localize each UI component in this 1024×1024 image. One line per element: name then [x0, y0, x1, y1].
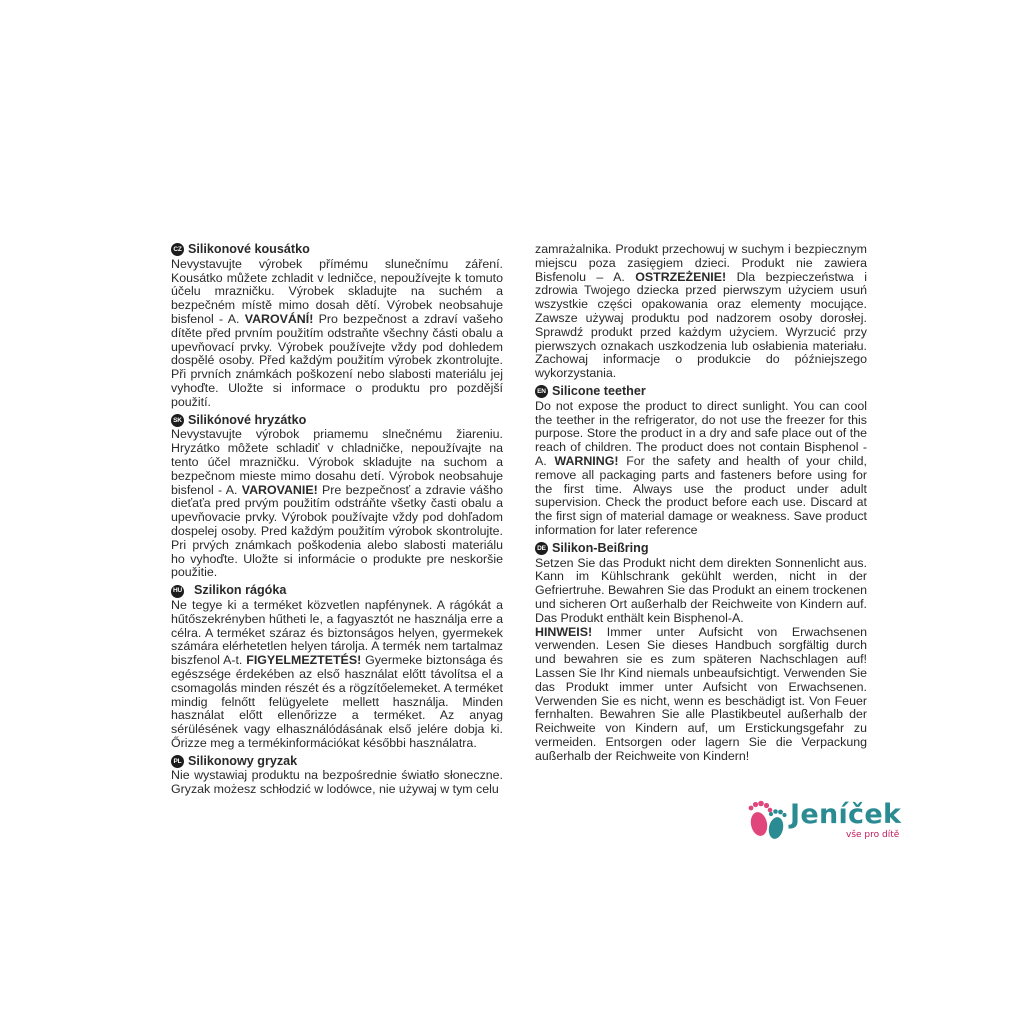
body-text: For the safety and health of your child, remove all packaging parts and fasteners before using for the first time. Always use the product under adult supervision. Check the product before each use. Discard at the first sign of material damage or weakness. Save product information for later reference [535, 453, 867, 537]
language-badge-hu: HU [171, 585, 184, 598]
section-title: Silikónové hryzátko [188, 412, 307, 427]
section-header [535, 542, 867, 556]
section-header [171, 755, 503, 769]
section-body [535, 243, 867, 381]
warning-label: OSTRZEŻENIE! [635, 269, 727, 284]
section-cz [171, 243, 503, 410]
section-sk [171, 414, 503, 581]
section-header [535, 385, 867, 399]
body-text: Nevystavujte výrobok priamemu slnečnému žiareniu. Hryzátko môžete schladiť v chladničke, nepoužívajte na tento účel mrazničku. Výrobok skladujte na suchom a bezpečnom mieste mimo dosahu detí. Výrobok neobsahuje bisfenol - A. [171, 427, 503, 497]
language-badge-pl: PL [171, 755, 184, 768]
section-header [171, 243, 503, 257]
warning-label: WARNING! [554, 453, 619, 468]
body-text: Gyermeke biztonsága és egészsége érdekében az első használat előtt távolítsa el a csomagolás minden részét és a rögzítőelemeket. A terméket mindig felnőtt felügyelete mellett használja. Minden használat előtt ellenőrizze a terméket. Az anyag sérülésének vagy elhasználódásának első jelére dobja ki. Őrizze meg a termékinformációkat későbbi használatra. [171, 653, 503, 750]
body-text: Nie wystawiaj produktu na bezpośrednie światło słoneczne. Gryzak możesz schłodzić w lodówce, nie używaj w tym celu [171, 768, 503, 797]
teal-foot [767, 809, 787, 840]
brand-name: Jeníček [790, 799, 902, 830]
language-badge-cz: CZ [171, 243, 184, 256]
body-text: Setzen Sie das Produkt nicht dem direkten Sonnenlicht aus. Kann im Kühlschrank gekühlt werden, nicht in der Gefriertruhe. Bewahren Sie das Produkt an einem trockenen und sicheren Ort außerhalb der Reichweite von Kindern auf. Das Produkt enthält kein Bisphenol-A. [535, 555, 867, 625]
right-column [535, 243, 867, 767]
body-text: Pro bezpečnost a zdraví vašeho dítěte před prvním použitím odstraňte všechny části obalu a upevňovací prvky. Výrobek používejte vždy pod dohledem dospělé osoby. Před každým použitím výrobek zkontrolujte. Při prvních známkách poškození nebo slabosti materiálu jej vyhoďte. Uložte si informace o produktu pro pozdější použití. [171, 311, 503, 409]
body-text: Do not expose the product to direct sunlight. You can cool the teether in the refrigerator, do not use the freezer for this purpose. Store the product in a dry and safe place out of the reach of children. The product does not contain Bisphenol - A. [535, 398, 867, 468]
section-pl-continued [535, 243, 867, 381]
section-title: Silikonové kousátko [188, 242, 310, 256]
body-text: Pre bezpečnosť a zdravie vášho dieťaťa pred prvým použitím odstráňte všetky časti obalu a upevňovacie prvky. Výrobok používajte vždy pod dohľadom dospelej osoby. Pred každým použitím výrobok skontrolujte. Pri prvých známkach poškodenia alebo slabosti materiálu ho vyhoďte. Uložte si informácie o produkte pre neskoršie použitie. [171, 482, 503, 580]
pink-foot [749, 801, 773, 838]
left-column [171, 243, 503, 801]
language-badge-en: EN [535, 385, 548, 398]
section-title: Silicone teether [552, 383, 646, 398]
body-text: Ne tegye ki a terméket közvetlen napfénynek. A rágókát a hűtőszekrényben hűtheti le, a fagyasztót ne használja erre a célra. A terméket száraz és biztonságos helyen, gyermekek számára elérhetetlen helyen tárolja. A termék nem tartalmaz biszfenol A-t. [171, 597, 503, 668]
section-body [171, 769, 503, 797]
section-de [535, 542, 867, 764]
section-body [171, 258, 503, 410]
section-title: Szilikon rágóka [194, 583, 287, 598]
section-body [535, 400, 867, 538]
section-title: Silikon-Beißring [552, 540, 649, 555]
section-hu [171, 584, 503, 751]
brand-tagline: vše pro dítě [846, 830, 900, 840]
section-title: Silikonowy gryzak [188, 753, 298, 768]
warning-label: FIGYELMEZTETÉS! [246, 653, 362, 668]
body-text: zamrażalnika. Produkt przechowuj w suchym i bezpiecznym miejscu poza zasięgiem dzieci. Produkt nie zawiera Bisfenolu – A. [535, 242, 867, 284]
section-en [535, 385, 867, 538]
language-badge-de: DE [535, 542, 548, 555]
warning-label: VAROVÁNÍ! [244, 311, 314, 326]
body-text: Nevystavujte výrobek přímému slunečnímu záření. Kousátko můžete zchladit v ledničce, nepoužívejte k tomuto účelu mrazničku. Výrobek skladujte na suchém a bezpečném místě mimo dosah dětí. Výrobek neobsahuje bisfenol - A. [171, 256, 503, 326]
section-body [171, 428, 503, 580]
section-pl [171, 755, 503, 797]
language-badge-sk: SK [171, 414, 184, 427]
section-header [171, 414, 503, 428]
section-header [171, 584, 503, 598]
warning-label: VAROVANIE! [241, 482, 318, 497]
section-body [535, 557, 867, 764]
warning-label: HINWEIS! [535, 624, 593, 639]
body-text: Immer unter Aufsicht von Erwachsenen verwenden. Lesen Sie dieses Handbuch sorgfältig durch und bewahren sie es zum späteren Nachschlagen auf! Lassen Sie Ihr Kind niemals unbeaufsichtigt. Verwenden Sie das Produkt immer unter Aufsicht von Erwachsenen. Verwenden Sie es nicht, wenn es beschädigt ist. Von Feuer fernhalten. Bewahren Sie alle Plastikbeutel außerhalb der Reichweite von Kindern auf, um Erstickungsgefahr zu vermeiden. Entsorgen oder lagern Sie die Verpackung außerhalb der Reichweite von Kindern! [535, 624, 867, 763]
section-body [171, 599, 503, 751]
body-text: Dla bezpieczeństwa i zdrowia Twojego dziecka przed pierwszym użyciem usuń wszystkie części opakowania oraz elementy mocujące. Zawsze używaj produktu pod nadzorem osoby dorosłej. Sprawdź produkt przed każdym użyciem. Wyrzucić przy pierwszych oznakach uszkodzenia lub osłabienia materiału. Zachowaj informacje o produkcie do późniejszego wykorzystania. [535, 269, 867, 381]
